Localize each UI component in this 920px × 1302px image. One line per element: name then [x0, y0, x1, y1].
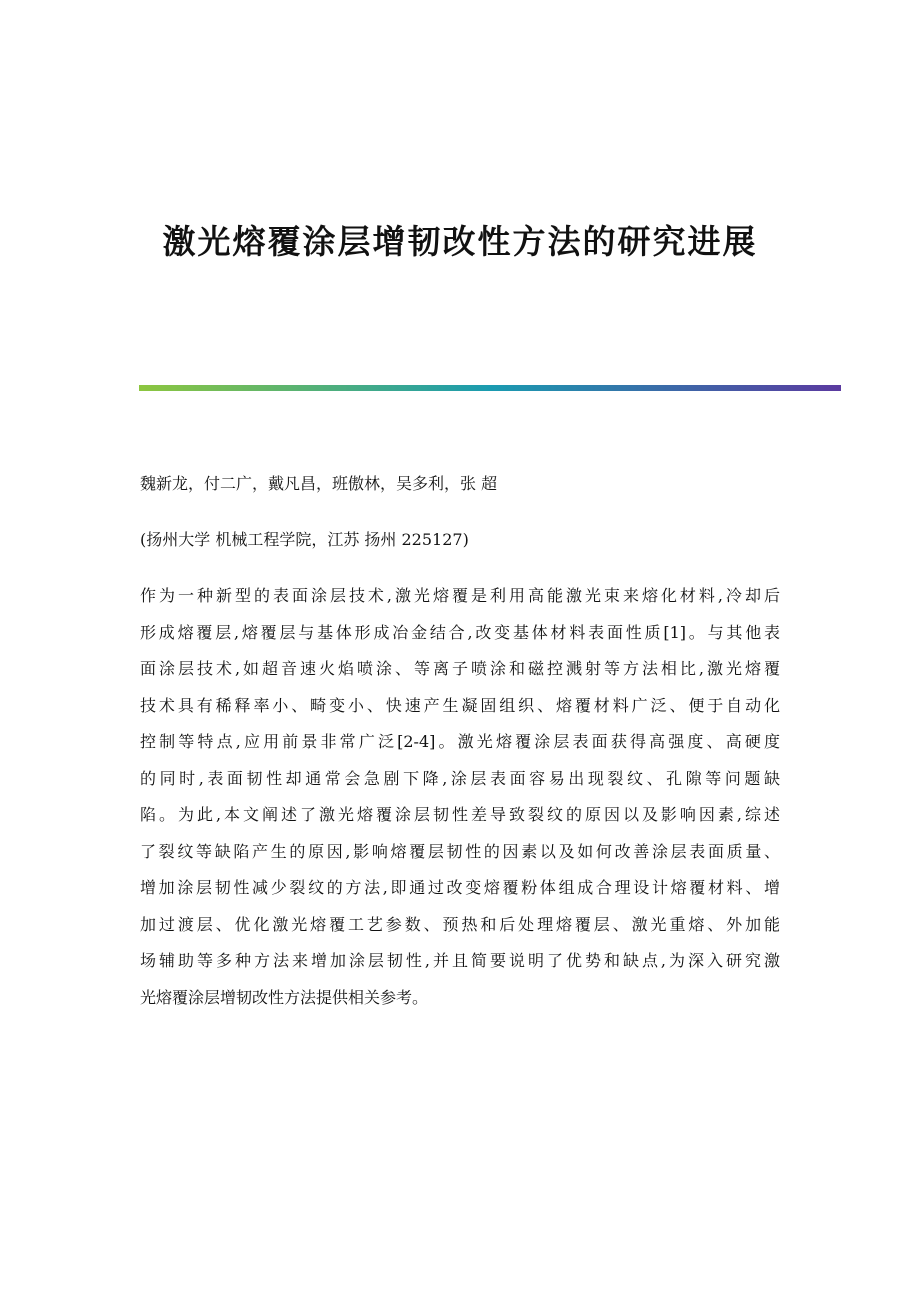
abstract-line: 作为一种新型的表面涂层技术,激光熔覆是利用高能激光束来熔化材料,冷却后	[140, 586, 780, 605]
abstract-line: 增加涂层韧性减少裂纹的方法,即通过改变熔覆粉体组成合理设计熔覆材料、增	[140, 878, 780, 897]
abstract-line: 形成熔覆层,熔覆层与基体形成冶金结合,改变基体材料表面性质[1]。与其他表	[140, 622, 780, 642]
abstract-line: 场辅助等多种方法来增加涂层韧性,并且简要说明了优势和缺点,为深入研究激	[140, 951, 780, 970]
title-divider-gradient	[139, 385, 841, 391]
abstract-line: 陷。为此,本文阐述了激光熔覆涂层韧性差导致裂纹的原因以及影响因素,综述	[140, 805, 780, 824]
abstract-line: 控制等特点,应用前景非常广泛[2-4]。激光熔覆涂层表面获得高强度、高硬度	[140, 732, 780, 751]
author-affiliation: (扬州大学 机械工程学院，江苏 扬州 225127)	[140, 530, 469, 549]
paper-title: 激光熔覆涂层增韧改性方法的研究进展	[162, 222, 758, 261]
abstract-line: 技术具有稀释率小、畸变小、快速产生凝固组织、熔覆材料广泛、便于自动化	[140, 695, 780, 715]
abstract-line: 光熔覆涂层增韧改性方法提供相关参考。	[140, 987, 429, 1007]
abstract-line: 的同时,表面韧性却通常会急剧下降,涂层表面容易出现裂纹、孔隙等问题缺	[140, 768, 780, 788]
abstract-paragraph	[140, 578, 780, 1016]
abstract-line: 了裂纹等缺陷产生的原因,影响熔覆层韧性的因素以及如何改善涂层表面质量、	[140, 841, 780, 861]
abstract-line: 面涂层技术,如超音速火焰喷涂、等离子喷涂和磁控溅射等方法相比,激光熔覆	[140, 659, 780, 678]
author-list: 魏新龙，付二广，戴凡昌，班傲林，吴多利，张 超	[140, 474, 498, 493]
abstract-line: 加过渡层、优化激光熔覆工艺参数、预热和后处理熔覆层、激光重熔、外加能	[140, 914, 780, 934]
